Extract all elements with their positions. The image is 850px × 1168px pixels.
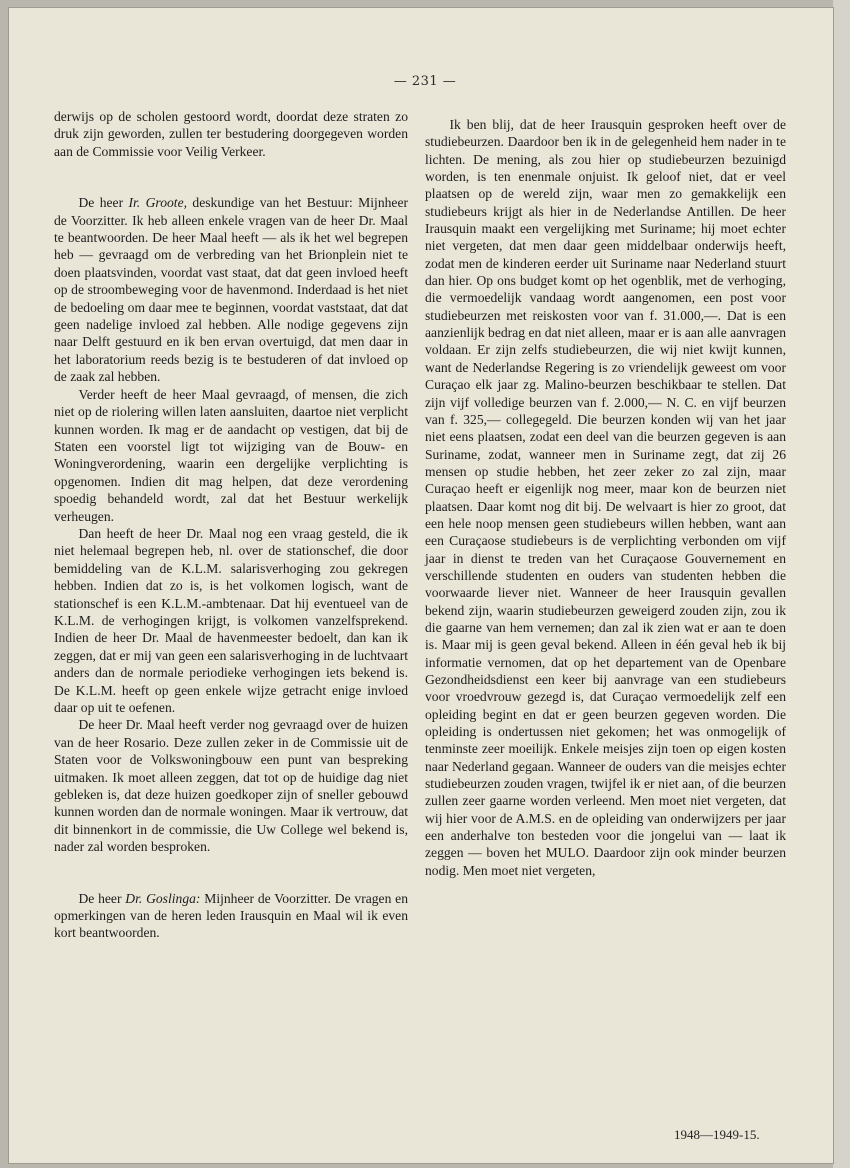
speaker-name: Dr. Goslinga: xyxy=(125,890,201,906)
speech-text: Mijnheer de Voorzitter. De vragen en opmerkingen van de heren leden Irausquin en Maal wil ik even kort beantwoorden. xyxy=(54,890,408,941)
paragraph-speaker-goslinga xyxy=(54,890,408,942)
paragraph: Dan heeft de heer Dr. Maal nog een vraag gesteld, die ik niet helemaal begrepen heb, nl. over de stationschef, die door bemiddeling van de K.L.M. salarisverhoging zou gekregen hebben. Indien dat zo is, is het volkomen logisch, want de stationschef is een K.L.M.-ambtenaar. Dat hij eventueel van de K.L.M. de verhogingen krijgt, is volkomen vanzelfsprekend. Indien de heer Dr. Maal de havenmeester bedoelt, dan kan ik zeggen, dat er mij van geen een salarisverhoging in de luchtvaart anders dan de normale periodieke verhogingen iets bekend is. De K.L.M. heeft op geen enkele wijze getracht enige invloed daar op uit te oefenen. xyxy=(54,525,408,715)
page-number: — 231 — xyxy=(393,74,457,89)
paragraph: Verder heeft de heer Maal gevraagd, of mensen, die zich niet op de riolering willen laten aansluiten, daartoe niet verplicht kunnen worden. Ik mag er de aandacht op vestigen, dat bij de Staten een voorstel ligt tot wijziging van de Bouw- en Woningverordening, waarin een dergelijke verplichting is opgenomen. Indien dit mag helpen, dat deze verordening spoedig behandeld wordt, zal dat het Bestuur werkelijk verheugen. xyxy=(54,386,408,524)
footer-reference: 1948—1949-15. xyxy=(674,1127,760,1142)
paragraph: derwijs op de scholen gestoord wordt, doordat deze straten zo druk zijn geworden, zullen ter bestudering doorgegeven worden aan de Commissie voor Veilig Verkeer. xyxy=(54,109,408,159)
paragraph-speaker-groote xyxy=(54,194,408,385)
left-column xyxy=(54,108,408,942)
speaker-prefix: De heer xyxy=(78,890,126,906)
speech-text: deskundige van het Bestuur: Mijnheer de Voorzitter. Ik heb alleen enkele vragen van de heer Dr. Maal te beantwoorden. De heer Maal heeft — als ik het wel begrepen heb — gevraagd om de verbreding van het Brionplein niet te doen plaatsvinden, voordat vast staat, dat dat geen invloed heeft op de stroombeweging voor de havenmond. Inderdaad is het niet de bedoeling om daar mee te beginnen, voordat vaststaat, dat dat geen nadelige invloed zal hebben. Alle nodige gegevens zijn naar Delft gestuurd en ik ben ervan overtuigd, dat men daar in het laboratorium reeds bezig is te bestuderen of dat invloed op de zaak zal hebben. xyxy=(54,195,409,385)
speaker-prefix: De heer xyxy=(78,195,129,211)
right-column xyxy=(425,116,786,879)
paragraph: De heer Dr. Maal heeft verder nog gevraagd over de huizen van de heer Rosario. Deze zullen zeker in de Commissie uit de Staten voor de Volkswoningbouw een punt van bespreking uitmaken. Ik moet alleen zeggen, dat tot op de huidige dag niet gebleken is, dat deze huizen goedkoper zijn of sneller gebouwd kunnen worden dan de normale woningen. Maar ik vertrouw, dat dit binnenkort in de commissie, die Uw College wel bekend is, nader zal worden besproken. xyxy=(54,717,408,855)
paragraph: Ik ben blij, dat de heer Irausquin gesproken heeft over de studiebeurzen. Daardoor ben ik in de gelegenheid hem nader in te lichten. De mening, als zou hier op studiebeurzen bezuinigd worden, is ten enenmale onjuist. Ik geloof niet, dat er veel plaatsen op de wereld zijn, waar men zo gemakkelijk een studiebeurs krijgt als hier in de Nederlandse Antillen. De heer Irausquin maakt een vergelijking met Suriname; hij moet echter niet vergeten, dat men daar geen middelbaar onderwijs heeft, zodat men de kinderen eerder uit Suriname naar Nederland stuurt dan hier. Op ons budget komt op het ogenblik, met de verhoging, die vermoedelijk vandaag wordt aangenomen, een post voor studiebeurzen met reiskosten voor van f. 31.000,—. Dat is een aanzienlijk bedrag en dat niet alleen, maar er is aan alle aanvragen voldaan. Er zijn zelfs studiebeurzen, die wij niet kwijt kunnen, want de Nederlandse Regering is zo vriendelijk geweest om voor Curaçao elk jaar zg. Malino-beurzen beschikbaar te stellen. Dat zijn vijf volledige beurzen van f. 2.000,— N. C. en vijf beurzen van f. 325,— collegegeld. Die beurzen konden wij van het jaar niet eens plaatsen, zodat een deel van die beurzen gegeven is aan Suriname, zodat, wanneer men in Suriname zegt, dat zij 26 mensen op studie hebben, het zeer zeker zo zal zijn, maar Curaçao heeft er eigenlijk nog meer, maar kon de beurzen niet plaatsen. Daar komt nog dit bij. De welvaart is hier zo groot, dat een hele noop mensen geen studiebeurs willen hebben, want aan een Curaçaose studiebeurs is de verplichting verbonden om vijf jaar in dienst te treden van het Curaçaose Gouvernement en verschillende studenten en ouders van studenten hebben die voorwaarde liever niet. Wanneer de heer Irausquin gevallen bekend zijn, waarin studiebeurzen geweigerd zouden zijn, zou ik die gaarne van hem vernemen; dan zal ik zien wat er aan te doen is. Maar mij is geen geval bekend. Alleen in één geval heb ik bij informatie vernomen, dat op het departement van de Openbare Gezondheidsdienst een keer bij aanvrage van een studiebeurs voor vroedvrouw gezegd is, dat Curaçao vermoedelijk zelf een opleiding begint en dat er geen beurzen gegeven worden. Die opleiding is ondertussen niet gekomen; het was onmogelijk of tenminste zeer moeilijk. Enkele meisjes zijn toen op eigen kosten naar Nederland gegaan. Wanneer de ouders van die meisjes echter studiebeurzen zouden vragen, twijfel ik er niet aan, of die beurzen zullen zeer gaarne worden verleend. Men moet niet vergeten, dat wij hier voor de A.M.S. en de opleiding van onderwijzers per jaar een anderhalve ton besteden voor die jongelui van — laat ik zeggen — boven het MULO. Daardoor zijn ook minder beurzen nodig. Men moet niet vergeten, xyxy=(425,117,786,878)
speaker-name: Ir. Groote, xyxy=(128,195,188,211)
scan-edge-strip xyxy=(833,0,850,1168)
